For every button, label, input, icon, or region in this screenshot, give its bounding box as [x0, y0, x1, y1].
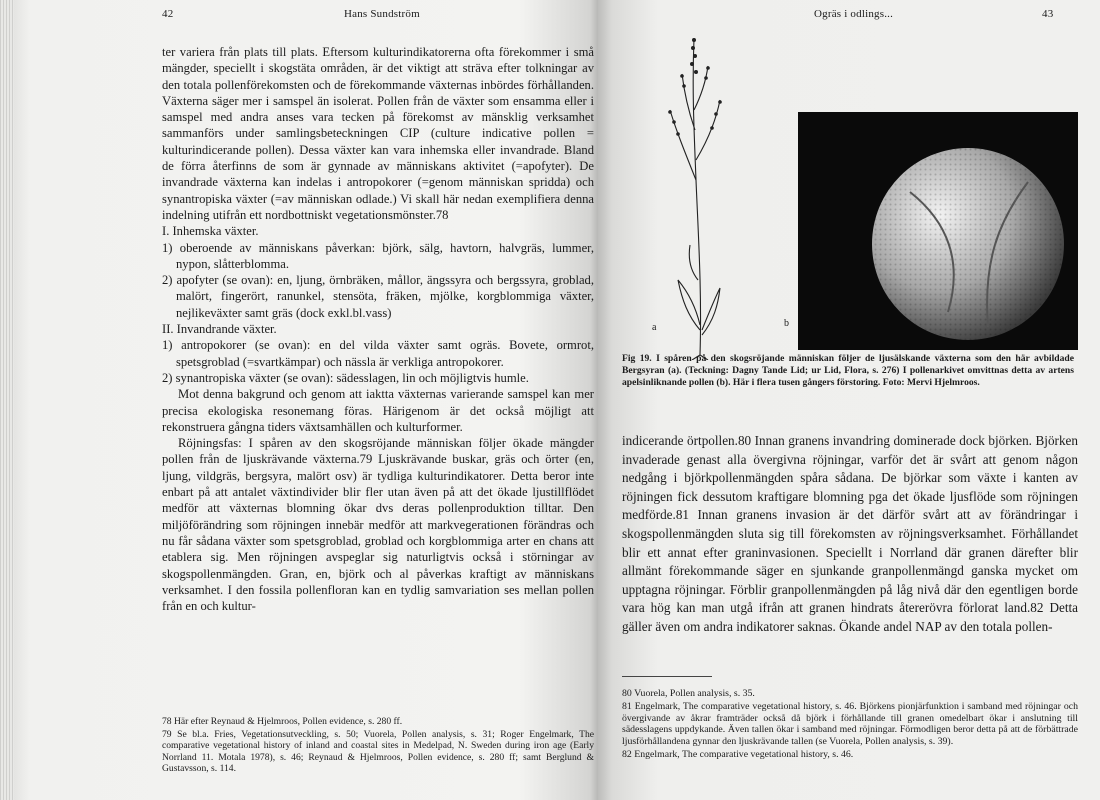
- left-paragraph-1: ter variera från plats till plats. Eftersom kulturindikatorerna ofta förekommer i små mängder, speciellt i skogstäta områden, är det viktigt att sträva efter tolkningar av den totala pollenförekomsten och de förekommande växternas inbördes förhållanden. Växterna säger mer i samspel än isolerat. Pollen från de växter som ensamma eller i samspel med andra anses vara tecken på förekomst av mänsklig verksamhet sammanförs under samlingsbeteckningen CIP (culture indicative pollen = kulturindicerande pollen). Dessa växter kan vara inhemska eller invandrade. Bland de förra återfinns de som är gynnade av människans aktivitet (=apofyter). De invandrade växterna kan indelas i antropokorer (=genom människan spridda) och synantropiska växter (=av människan odlade.) Vi skall här nedan exemplifiera denna indelning utifrån ett nordbottniskt vegetationsmönster.78: [162, 45, 594, 222]
- page-number-right: 43: [1042, 8, 1054, 20]
- right-page: [598, 0, 1100, 800]
- left-paragraph-3: Röjningsfas: I spåren av den skogsröjande människan följer ökade mängder pollen från de ljuskrävande växterna.79 Ljuskrävande buskar, gräs och örter (en, ljung, vildgräs, bergsyra, malört osv) är tydliga kulturindikatorer. Detta beror inte enbart på att antalet växtindivider blir fler utan även på att det ökade ljustillflödet medför att växternas blomning ökar dvs deras pollenproduktion tilltar. Den miljöförändring som röjningen innebär medför att markvegerationen förändras och nu får sådana växter som spetsgroblad, groblad och korgblommiga arter en chans att etablera sig. Men röjningen avspeglar sig naturligtvis också i störningar av skogspollenmängden. Gran, en, björk och al påverkas kraftigt av människans verksamhet. I den fossila pollenfloran kan en tydlig samvariation ses mellan pollen från en och kultur-: [162, 436, 594, 614]
- footnote-rule: [622, 676, 712, 677]
- footnote: 82 Engelmark, The comparative vegetational history, s. 46.: [622, 748, 854, 760]
- footnote: 79 Se bl.a. Fries, Vegetationsutveckling, s. 50; Vuorela, Pollen analysis, s. 31; Roger Engelmark, The comparative vegetational history of inland and coastal sites in Medelpad, N. Sweden during iron age (Early Norrland 11. Motala 1978), s. 46; Reynaud & Hjelmroos, Pollen evidence, s. 280 ff; samt Berglund & Gustavsson, s. 114.: [162, 728, 594, 774]
- figure-label-a: a: [652, 322, 657, 333]
- right-footnotes: [622, 688, 1078, 762]
- list-heading-1: I. Inhemska växter.: [162, 224, 259, 239]
- pollen-photo: [798, 112, 1078, 350]
- footnote: 78 Här efter Reynaud & Hjelmroos, Pollen evidence, s. 280 ff.: [162, 716, 403, 727]
- left-paragraph-2: Mot denna bakgrund och genom att iaktta växternas varierande samspel kan mer precisa ekologiska resonemang föras. Härigenom är det också möjligt att rekonstruera gångna tiders växtsamhällen och kulturformer.: [162, 387, 594, 434]
- footnote: 81 Engelmark, The comparative vegetational history, s. 46. Björkens pionjärfunktion i samband med röjningar och övergivande av åkrar framträder också då björk i förhållande till granen omedelbart ökar i anslutning till sädesslagens uppdykande. Även tallen ökar i samband med röjningar. Förmodligen beror detta på att de förbättrade ljusförhållandena gynnar den ljuskrävande tallen (se Vuorela, Pollen analysis, s. 39).: [622, 700, 1078, 748]
- page-number-left: 42: [162, 8, 174, 20]
- page-edge: [0, 0, 14, 800]
- left-footnotes: [162, 716, 594, 776]
- list-item: 1) antropokorer (se ovan): en del vilda växter samt ogräs. Bovete, ormrot, spetsgroblad (=svartkämpar) och nässla är verkliga antropokorer.: [162, 338, 594, 369]
- list-item: 1) oberoende av människans påverkan: björk, sälg, havtorn, halvgräs, lummer, nypon, slåtterblomma.: [162, 240, 594, 271]
- figure-label-b: b: [784, 318, 789, 329]
- running-header-right: Ogräs i odlings...: [814, 8, 894, 20]
- running-header-left: Hans Sundström: [344, 8, 420, 20]
- left-body: [162, 44, 594, 614]
- footnote: 80 Vuorela, Pollen analysis, s. 35.: [622, 688, 755, 699]
- list-heading-2: II. Invandrande växter.: [162, 322, 277, 337]
- figure-caption: Fig 19. I spåren på den skogsröjande människan följer de ljusälskande växterna som den här avbildade Bergsyran (a). (Teckning: Dagny Tande Lid; ur Lid, Flora, s. 276) I pollenarkivet omvittnas detta av artens apelsinliknande pollen (b). Här i flera tusen gångers förstoring. Foto: Mervi Hjelmroos.: [622, 353, 1074, 389]
- list-item: 2) apofyter (se ovan): en, ljung, örnbräken, mållor, ängssyra och bergssyra, groblad, malört, fingerört, ranunkel, stensöta, fräken, mjölke, korgblommiga växter, nejlikeväxter samt gräs (dock exkl.bl.vass): [162, 273, 594, 320]
- sorrel-plant-drawing: [648, 30, 768, 360]
- right-body: indicerande örtpollen.80 Innan granens invandring dominerade dock björken. Björken invaderade genast alla övergivna röjningar, varför det är svårt att genom någon nedgång i björkpollenmängden spåra sådana. De björkar som växte i kanten av röjningen fick dessutom kraftigare blomning pga det ökade ljusflöde som röjningen medförde.81 Innan granens invasion är det därför svårt att av förändringar i skogspollenmängden sluta sig till förekomsten av röjningsverksamhet. Förhållandet blir ett annat efter graninvasionen. Speciellt i Norrland där granen därefter blir allmänt förekommande säger en sjunkande granpollenmängd ganska mycket om upptagna röjningar. Förblir granpollenmängden på låg nivå där den egentligen borde vara hög kan man utgå ifrån att granen hindrats återerövra förlorat land.82 Detta gäller även om andra indikatorer saknas. Ökande andel NAP av den totala pollen-: [622, 433, 1078, 634]
- list-item: 2) synantropiska växter (se ovan): sädesslagen, lin och möjligtvis humle.: [162, 370, 529, 385]
